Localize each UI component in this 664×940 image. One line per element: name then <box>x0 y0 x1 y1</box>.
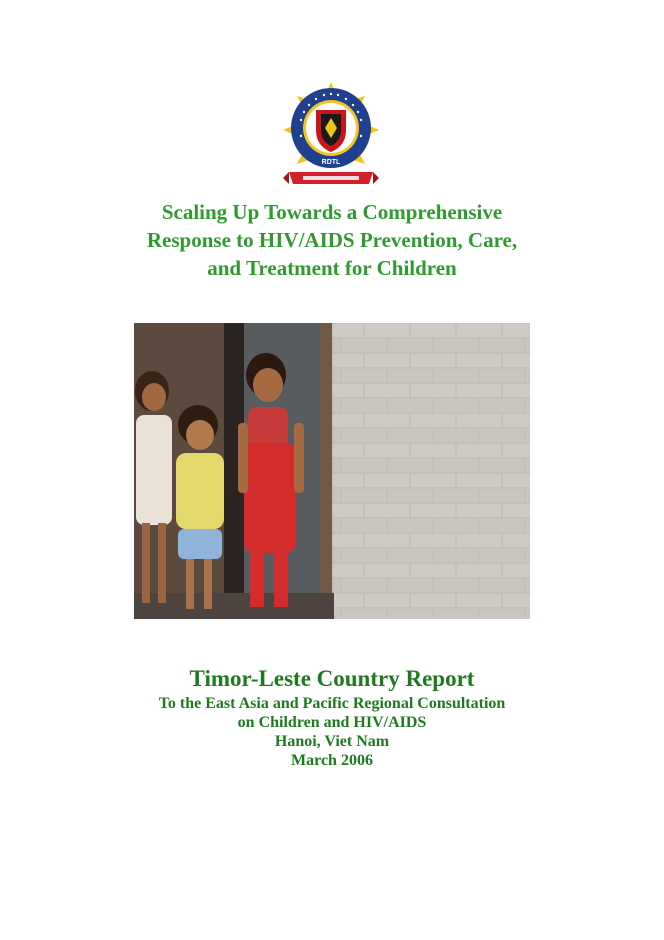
emblem-center-text: RDTL <box>321 159 341 166</box>
report-subtitle-line-2: on Children and HIV/AIDS <box>237 714 427 731</box>
report-info <box>60 664 604 770</box>
title-line-3: and Treatment for Children <box>207 256 457 280</box>
report-title: Timor-Leste Country Report <box>189 666 475 691</box>
title-line-1: Scaling Up Towards a Comprehensive <box>161 200 503 224</box>
cover-photo <box>134 323 530 619</box>
report-location: Hanoi, Viet Nam <box>274 733 390 750</box>
document-title <box>60 198 604 282</box>
door-frame <box>320 323 332 619</box>
national-emblem <box>281 80 381 190</box>
report-date: March 2006 <box>291 752 373 769</box>
emblem-icon <box>281 80 381 190</box>
report-subtitle-line-1: To the East Asia and Pacific Regional Consultation <box>158 695 506 712</box>
children-photo-illustration <box>134 323 530 619</box>
title-line-2: Response to HIV/AIDS Prevention, Care, <box>146 228 518 252</box>
